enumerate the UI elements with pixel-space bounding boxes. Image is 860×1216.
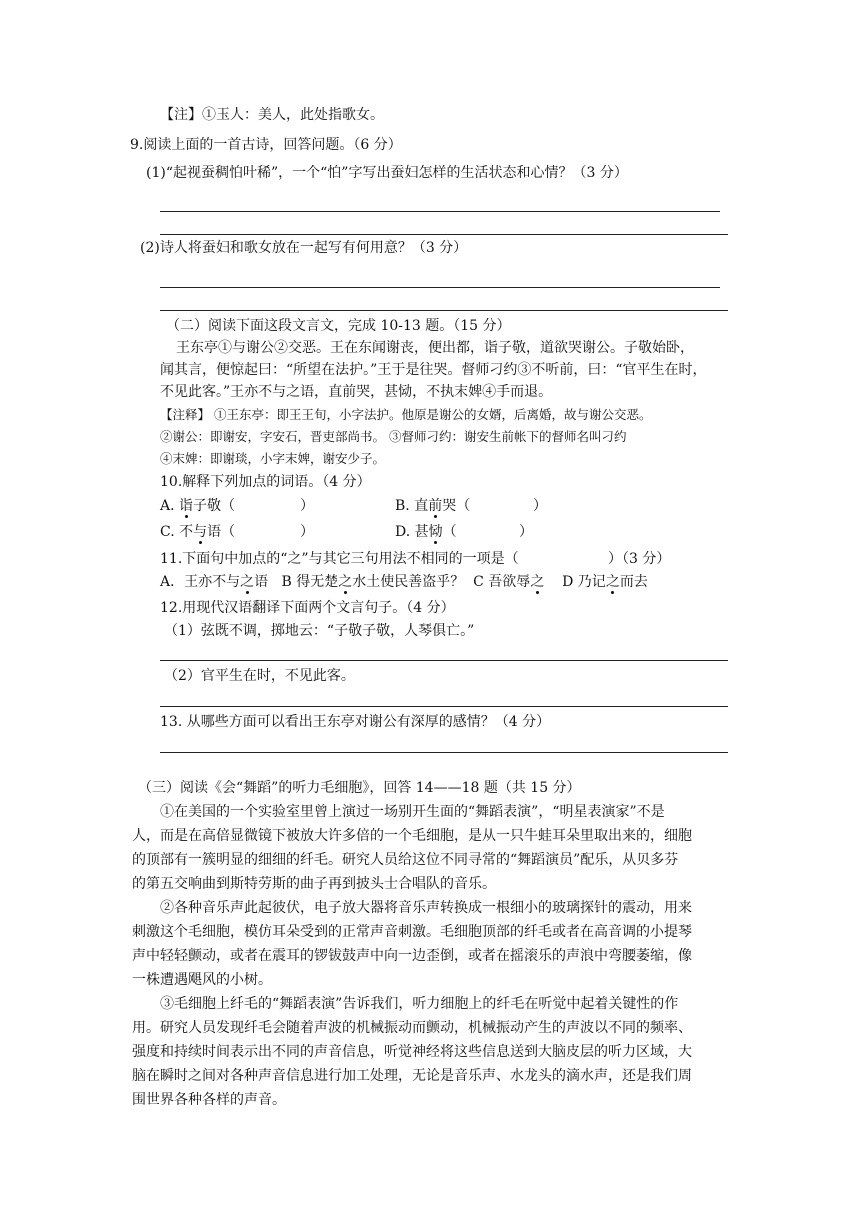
q10-title: 10.解释下列加点的词语。（4 分） <box>160 474 371 490</box>
para1-line: 人，而是在高倍显微镜下被放大许多倍的一个毛细胞，是从一只牛蛙耳朵里取出来的，细胞 <box>132 828 692 844</box>
para3-line: 用。研究人员发现纤毛会随着声波的机械振动而颤动，机械振动产生的声波以不同的频率、 <box>132 1020 692 1036</box>
q10-option-b: B. 直前哭（ ） <box>395 498 547 514</box>
para3-line: ③毛细胞上纤毛的“舞蹈表演”告诉我们，听力细胞上的纤毛在听觉中起着关键性的作 <box>160 996 679 1012</box>
q11-option-b: B 得无楚之水土使民善盗乎？ <box>281 574 465 590</box>
note-line: 【注释】 ①王东亭：即王王旬，小字法护。他原是谢公的女婿，后离婚，故与谢公交恶。 <box>160 407 652 422</box>
passage-line: 闻其言，便惊起曰：“所望在法护。”王于是往哭。督师刁约③不听前，曰：“官平生在时， <box>160 362 707 378</box>
passage-line: 王东亭①与谢公②交恶。王在东闻谢丧，便出都，诣子敬，道欲哭谢公。子敬始卧， <box>176 340 694 356</box>
answer-line <box>160 660 728 661</box>
q9-sub2: (2)诗人将蚕妇和歌女放在一起写有何用意？（3 分） <box>140 240 468 256</box>
answer-line <box>160 752 728 753</box>
q12-sub2: （2）官平生在时，不见此客。 <box>164 668 355 684</box>
q11-option-a: A．王亦不与之语 <box>160 574 269 590</box>
note-line: ②谢公：即谢安，字安石，晋吏部尚书。 ③督师刁约：谢安生前帐下的督师名叫刁约 <box>160 429 627 444</box>
para2-line: 声中轻轻颤动，或者在震耳的锣钹鼓声中向一边歪倒，或者在摇滚乐的声浪中弯腰萎缩，像 <box>132 948 692 964</box>
q13-title: 13. 从哪些方面可以看出王东亭对谢公有深厚的感情？（4 分） <box>160 714 551 730</box>
q11-option-c: C 吾欲辱之 <box>473 574 545 590</box>
para3-line: 围世界各种各样的声音。 <box>132 1092 286 1108</box>
para3-line: 强度和持续时间表示出不同的声音信息，听觉神经将这些信息送到大脑皮层的听力区域，大 <box>132 1044 692 1060</box>
para1-line: 的顶部有一簇明显的细细的纤毛。研究人员给这位不同寻常的“舞蹈演员”配乐，从贝多芬 <box>132 852 679 868</box>
answer-line <box>160 211 720 212</box>
q12-title: 12.用现代汉语翻译下面两个文言句子。（4 分） <box>160 600 455 616</box>
q12-sub1: （1）弦既不调，掷地云：“子敬子敬，人琴俱亡。” <box>164 623 475 639</box>
answer-line <box>160 287 720 288</box>
q11-option-d: D 乃记之而去 <box>562 574 648 590</box>
para3-line: 脑在瞬时之间对各种声音信息进行加工处理，无论是音乐声、水龙头的滴水声，还是我们周 <box>132 1068 692 1084</box>
para1-line: 的第五交响曲到斯特劳斯的曲子再到披头士合唱队的音乐。 <box>132 876 496 892</box>
q11-title: 11.下面句中加点的“之”与其它三句用法不相同的一项是（ ）（3 分） <box>160 551 671 567</box>
q9-sub1: (1)“起视蚕稠怕叶稀”，一个“怕”字写出蚕妇怎样的生活状态和心情？（3 分） <box>146 165 628 181</box>
q10-option-c: C. 不与语（ ） <box>160 524 314 540</box>
poem-note: 【注】①玉人：美人，此处指歌女。 <box>160 107 384 123</box>
para2-line: 刺激这个毛细胞，模仿耳朵受到的正常声音刺激。毛细胞顶部的纤毛或者在高音调的小提琴 <box>132 924 692 940</box>
q9-title: 9.阅读上面的一首古诗，回答问题。（6 分） <box>130 137 402 153</box>
section3-heading: （三）阅读《会“舞蹈”的听力毛细胞》，回答 14——18 题（共 15 分） <box>138 780 581 796</box>
answer-line <box>160 234 728 235</box>
answer-line <box>160 706 728 707</box>
para2-line: 一株遭遇飓风的小树。 <box>132 972 272 988</box>
para1-line: ①在美国的一个实验室里曾上演过一场别开生面的“舞蹈表演”，“明星表演家”不是 <box>160 804 665 820</box>
section2-heading: （二）阅读下面这段文言文，完成 10-13 题。（15 分） <box>166 318 511 334</box>
passage-line: 不见此客。”王亦不与之语，直前哭，甚恸，不执末婢④手而退。 <box>160 384 553 400</box>
answer-line <box>160 310 728 311</box>
q11-options <box>160 572 648 592</box>
q10-option-a: A. 诣子敬（ ） <box>160 498 314 514</box>
para2-line: ②各种音乐声此起彼伏，电子放大器将音乐声转换成一根细小的玻璃探针的震动，用来 <box>160 900 692 916</box>
note-line: ④末婢：即谢琰，小字末婢，谢安少子。 <box>160 451 386 466</box>
q10-option-d: D. 甚恸（ ） <box>395 524 533 540</box>
